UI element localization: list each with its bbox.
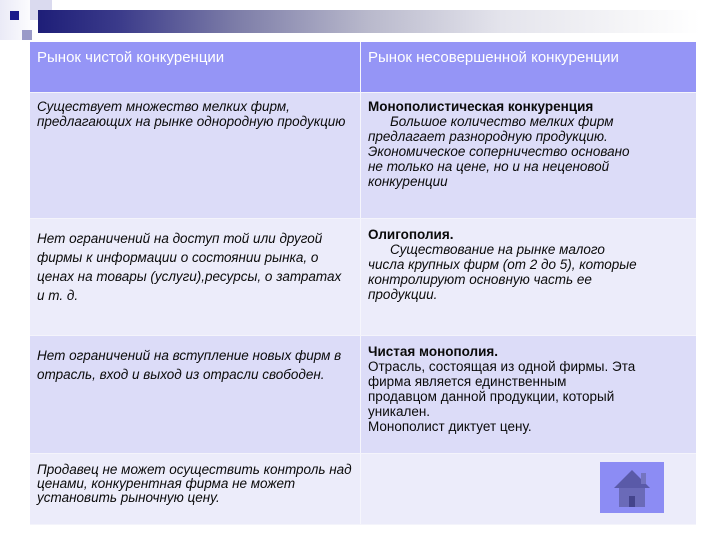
table-row: [30, 336, 696, 454]
decorative-square-small: [22, 30, 32, 40]
type-title: Олигополия.: [368, 227, 454, 242]
table-row: [30, 219, 696, 336]
imperfect-competition-type: [361, 336, 696, 453]
perfect-competition-feature: Нет ограничений на вступление новых фирм в отрасль, вход и выход из отрасли свободен.: [30, 336, 361, 453]
description-line: продукции.: [368, 287, 438, 302]
description-line: продавцом данной продукции, который: [368, 389, 615, 404]
decorative-square-dark: [10, 11, 19, 20]
description-line: Экономическое соперничество основано: [368, 144, 630, 159]
description-line: контролируют основную часть ее: [368, 272, 592, 287]
description-line: конкуренции: [368, 174, 448, 189]
table-header-row: [30, 42, 696, 93]
description-line: Существование на рынке малого: [390, 242, 605, 257]
table-row: [30, 93, 696, 219]
description-line: числа крупных фирм (от 2 до 5), которые: [368, 257, 637, 272]
type-title: Чистая монополия.: [368, 344, 499, 359]
home-button[interactable]: [600, 462, 664, 513]
description-line: не только на цене, но и на неценовой: [368, 159, 610, 174]
header-perfect-competition: Рынок чистой конкуренции: [30, 42, 361, 92]
decorative-title-bar: [38, 10, 700, 33]
description-line: предлагает разнородную продукцию.: [368, 129, 608, 144]
description-line: Монополист диктует цену.: [368, 419, 532, 434]
table-row: [30, 454, 696, 525]
description-line: уникален.: [368, 404, 431, 419]
perfect-competition-feature: Нет ограничений на доступ той или другой фирмы к информации о состоянии рынка, о ценах на товары (услуги),ресурсы, о затратах и т. д.: [30, 219, 361, 335]
description-line: фирма является единственным: [368, 374, 567, 389]
header-imperfect-competition: Рынок несовершенной конкуренции: [361, 42, 696, 92]
perfect-competition-feature: Продавец не может осуществить контроль над ценами, конкурентная фирма не может установить рыночную цену.: [30, 454, 361, 524]
description-line: Отрасль, состоящая из одной фирмы. Эта: [368, 359, 636, 374]
market-comparison-table: [30, 42, 696, 525]
perfect-competition-feature: Существует множество мелких фирм, предлагающих на рынке однородную продукцию: [30, 93, 361, 218]
home-icon: [610, 466, 654, 510]
imperfect-competition-type: [361, 93, 696, 218]
imperfect-competition-type: [361, 219, 696, 335]
description-line: Большое количество мелких фирм: [390, 114, 614, 129]
type-title: Монополистическая конкуренция: [368, 99, 594, 114]
